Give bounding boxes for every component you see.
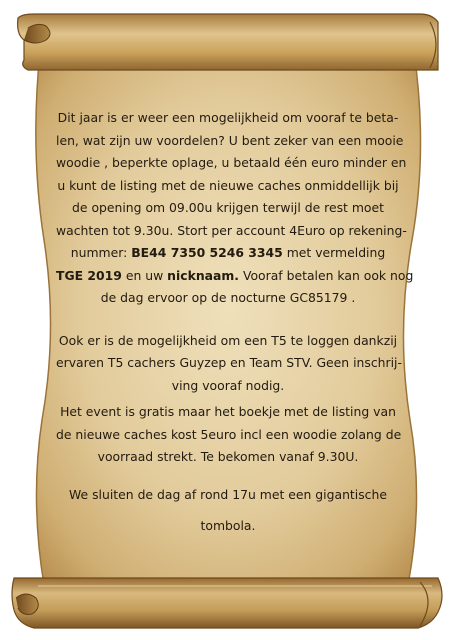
reference-mid: en uw <box>121 267 168 283</box>
reference-line <box>56 265 414 288</box>
account-line <box>56 242 400 265</box>
text-line: u kunt de listing met de nieuwe caches onmiddellijk bij <box>57 177 399 193</box>
announcement-text <box>56 107 414 538</box>
paragraph-closing <box>56 484 400 538</box>
text-line: woodie , beperkte oplage, u betaald één euro minder en <box>56 155 407 170</box>
text-line: de dag ervoor op de nocturne GC85179 . <box>100 290 356 305</box>
account-suffix: met vermelding <box>282 245 386 260</box>
text-line: ving vooraf nodig. <box>171 377 285 393</box>
text-line: Ook er is de mogelijkheid om een T5 te loggen dankzij <box>58 332 398 348</box>
reference-suffix: Vooraf betalen kan ook nog <box>239 267 414 283</box>
bottom-roll <box>12 578 442 628</box>
paragraph-booklet <box>56 401 400 469</box>
text-line: Het event is gratis maar het boekje met de listing van <box>60 404 396 419</box>
account-prefix: nummer: <box>70 245 132 260</box>
text-line: wachten tot 9.30u. Stort per account 4Euro op rekening- <box>56 222 407 238</box>
paragraph-t5-logging <box>56 330 400 398</box>
paragraph-prepayment <box>56 107 414 310</box>
account-number: BE44 7350 5246 3345 <box>131 245 283 260</box>
text-line: voorraad strekt. Te bekomen vanaf 9.30U. <box>97 449 359 464</box>
nickname-label: nicknaam. <box>167 267 239 283</box>
text-line: len, wat zijn uw voordelen? U bent zeker van een mooie <box>56 132 404 148</box>
reference-code: TGE 2019 <box>56 267 122 283</box>
text-line: We sluiten de dag af rond 17u met een gigantische <box>69 486 387 502</box>
text-line: de nieuwe caches kost 5euro incl een woodie zolang de <box>56 426 402 442</box>
top-roll <box>18 14 438 70</box>
text-line: de opening om 09.00u krijgen terwijl de rest moet <box>72 200 384 215</box>
text-line: tombola. <box>200 518 256 533</box>
text-line: ervaren T5 cachers Guyzep en Team STV. Geen inschrij- <box>56 355 402 370</box>
text-line: Dit jaar is er weer een mogelijkheid om vooraf te beta- <box>57 110 399 125</box>
